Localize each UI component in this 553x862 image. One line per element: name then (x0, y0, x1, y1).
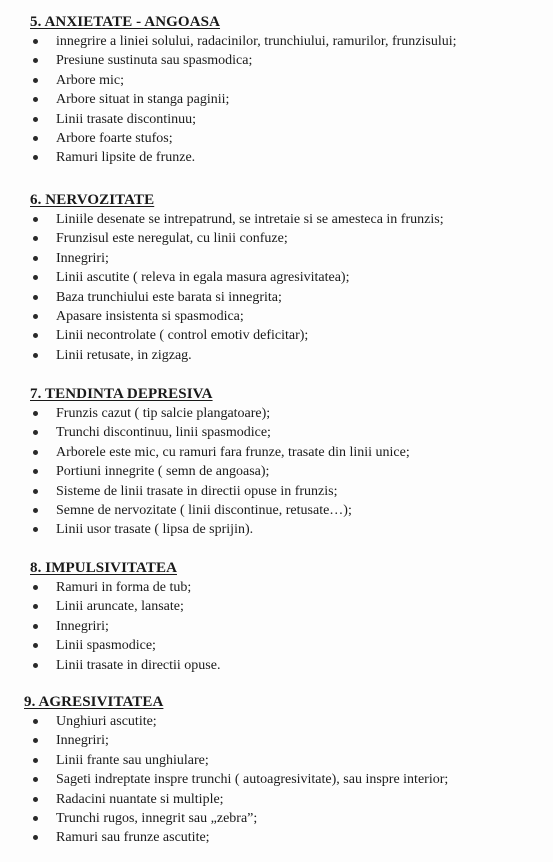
list-item (0, 210, 553, 229)
list-item-text: Unghiuri ascutite; (56, 714, 157, 729)
bullet-icon (33, 835, 38, 840)
list-item (0, 249, 553, 268)
bullet-list (0, 712, 553, 848)
list-item-text: Linii retusate, in zigzag. (56, 347, 192, 363)
section-title: 9. AGRESIVITATEA (24, 694, 164, 710)
list-item (0, 828, 553, 847)
bullet-icon (33, 97, 38, 102)
bullet-icon (33, 758, 38, 763)
list-item (0, 443, 553, 462)
list-item (0, 90, 553, 109)
bullet-icon (33, 604, 38, 609)
bullet-icon (33, 236, 38, 241)
bullet-icon (33, 155, 38, 160)
bullet-icon (33, 508, 38, 513)
section-heading (0, 190, 553, 210)
bullet-icon (33, 816, 38, 821)
bullet-icon (33, 314, 38, 319)
list-item (0, 656, 553, 675)
list-item (0, 32, 553, 51)
bullet-icon (33, 450, 38, 455)
list-item-text: Baza trunchiului este barata si innegrita; (56, 289, 282, 305)
list-item-text: Arbore mic; (56, 72, 125, 88)
list-item-text: innegrire a liniei solului, radacinilor, trunchiului, ramurilor, frunzisului; (56, 34, 457, 49)
bullet-icon (33, 256, 38, 261)
bullet-icon (33, 430, 38, 435)
list-item (0, 617, 553, 636)
section-tendinta-depresiva (0, 384, 553, 540)
list-item (0, 501, 553, 520)
list-item (0, 636, 553, 655)
list-item-text: Linii usor trasate ( lipsa de sprijin). (56, 522, 254, 538)
list-item-text: Innegriri; (56, 733, 109, 749)
bullet-icon (33, 489, 38, 494)
list-item (0, 809, 553, 828)
list-item (0, 229, 553, 248)
list-item (0, 520, 553, 539)
section-nervozitate (0, 190, 553, 365)
list-item (0, 482, 553, 501)
bullet-icon (33, 777, 38, 782)
list-item (0, 790, 553, 809)
list-item-text: Sageti indreptate inspre trunchi ( autoagresivitate), sau inspre interior; (56, 772, 449, 788)
bullet-icon (33, 78, 38, 83)
bullet-icon (33, 353, 38, 358)
list-item-text: Linii ascutite ( releva in egala masura agresivitatea); (56, 270, 350, 286)
list-item-text: Linii aruncate, lansate; (56, 599, 184, 615)
list-item (0, 51, 553, 70)
list-item-text: Arborele este mic, cu ramuri fara frunze, trasate din linii unice; (56, 444, 410, 460)
list-item-text: Trunchi rugos, innegrit sau „zebra”; (56, 810, 258, 826)
section-title: 5. ANXIETATE - ANGOASA (30, 14, 221, 30)
list-item (0, 307, 553, 326)
section-heading (0, 12, 553, 32)
bullet-icon (33, 663, 38, 668)
list-item-text: Semne de nervozitate ( linii discontinue, retusate…); (56, 502, 352, 518)
list-item (0, 404, 553, 423)
list-item-text: Linii trasate in directii opuse. (56, 657, 221, 673)
list-item-text: Ramuri lipsite de frunze. (56, 150, 196, 166)
bullet-list (0, 32, 553, 168)
list-item (0, 71, 553, 90)
list-item (0, 129, 553, 148)
bullet-icon (33, 585, 38, 590)
bullet-icon (33, 738, 38, 743)
list-item-text: Arbore situat in stanga paginii; (56, 92, 230, 108)
list-item-text: Apasare insistenta si spasmodica; (56, 308, 244, 324)
bullet-icon (33, 333, 38, 338)
list-item (0, 597, 553, 616)
list-item (0, 712, 553, 731)
list-item-text: Ramuri sau frunze ascutite; (56, 830, 210, 846)
bullet-icon (33, 295, 38, 300)
bullet-icon (33, 39, 38, 44)
bullet-icon (33, 217, 38, 222)
list-item-text: Linii necontrolate ( control emotiv deficitar); (56, 328, 309, 344)
list-item (0, 578, 553, 597)
bullet-icon (33, 624, 38, 629)
bullet-icon (33, 117, 38, 122)
section-heading (0, 692, 553, 712)
list-item (0, 326, 553, 345)
bullet-list (0, 578, 553, 675)
bullet-icon (33, 136, 38, 141)
bullet-list (0, 210, 553, 365)
list-item-text: Trunchi discontinuu, linii spasmodice; (56, 425, 271, 441)
list-item (0, 770, 553, 789)
bullet-icon (33, 797, 38, 802)
list-item (0, 346, 553, 365)
bullet-icon (33, 719, 38, 724)
list-item-text: Arbore foarte stufos; (56, 130, 173, 146)
list-item (0, 268, 553, 287)
list-item (0, 148, 553, 167)
section-agresivitatea (0, 692, 553, 848)
bullet-icon (33, 527, 38, 532)
list-item-text: Frunzisul este neregulat, cu linii confuze; (56, 231, 288, 247)
list-item-text: Innegriri; (56, 250, 109, 266)
list-item-text: Presiune sustinuta sau spasmodica; (56, 53, 253, 69)
list-item (0, 423, 553, 442)
list-item-text: Linii trasate discontinuu; (56, 111, 196, 127)
list-item-text: Linii frante sau unghiulare; (56, 752, 209, 768)
list-item-text: Sisteme de linii trasate in directii opuse in frunzis; (56, 483, 338, 499)
bullet-icon (33, 469, 38, 474)
list-item-text: Radacini nuantate si multiple; (56, 791, 224, 807)
list-item (0, 462, 553, 481)
list-item (0, 288, 553, 307)
section-title: 7. TENDINTA DEPRESIVA (30, 386, 213, 402)
bullet-icon (33, 58, 38, 63)
list-item (0, 731, 553, 750)
bullet-icon (33, 643, 38, 648)
list-item-text: Ramuri in forma de tub; (56, 580, 192, 595)
bullet-icon (33, 411, 38, 416)
section-anxietate-angoasa (0, 12, 553, 168)
list-item-text: Innegriri; (56, 618, 109, 634)
list-item (0, 751, 553, 770)
section-impulsivitatea (0, 558, 553, 675)
list-item-text: Frunzis cazut ( tip salcie plangatoare); (56, 406, 271, 421)
section-heading (0, 558, 553, 578)
list-item (0, 110, 553, 129)
list-item-text: Linii spasmodice; (56, 638, 156, 654)
bullet-list (0, 404, 553, 540)
list-item-text: Liniile desenate se intrepatrund, se intretaie si se amesteca in frunzis; (56, 212, 444, 227)
section-title: 6. NERVOZITATE (30, 192, 155, 208)
section-heading (0, 384, 553, 404)
bullet-icon (33, 275, 38, 280)
list-item-text: Portiuni innegrite ( semn de angoasa); (56, 464, 270, 480)
section-title: 8. IMPULSIVITATEA (30, 560, 177, 576)
